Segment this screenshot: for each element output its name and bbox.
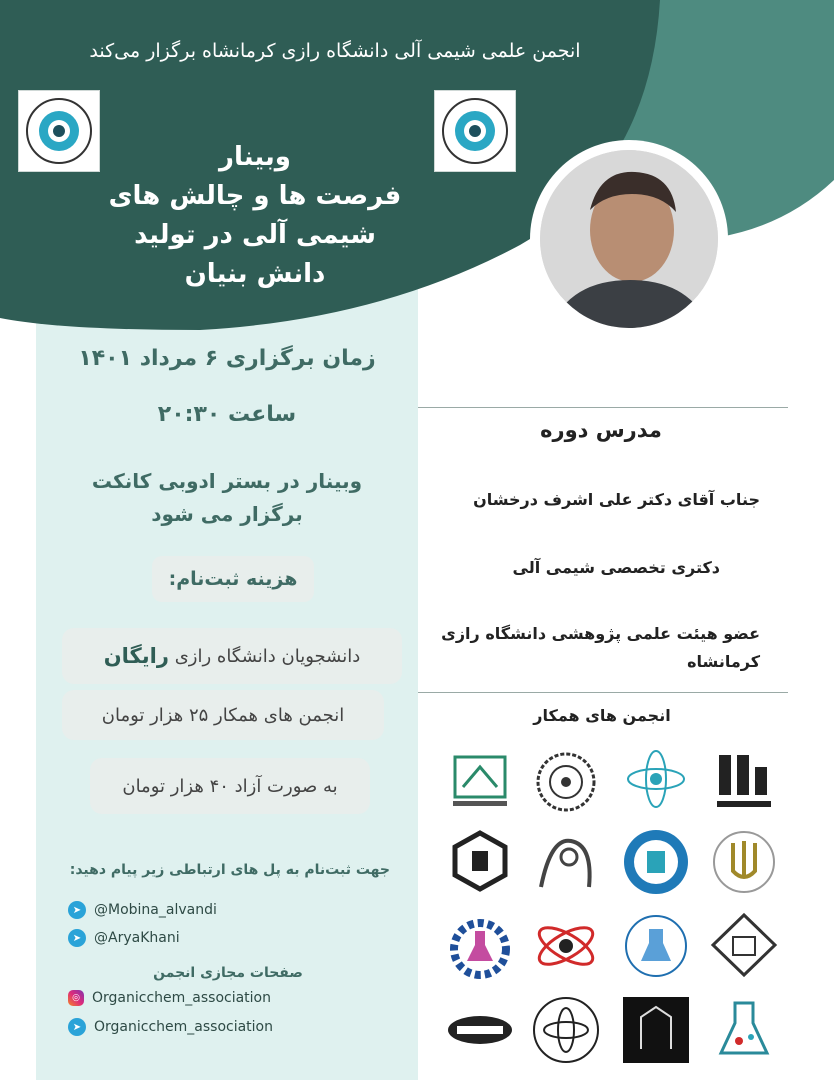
fee-students-value: رایگان bbox=[103, 644, 169, 668]
partner-logo-2 bbox=[530, 746, 602, 818]
telegram-channel-text[interactable]: Organicchem_association bbox=[94, 1019, 273, 1035]
telegram-icon: ➤ bbox=[68, 929, 86, 947]
association-logo-right bbox=[434, 90, 516, 172]
organic-chemistry-association-logo-icon bbox=[23, 95, 95, 167]
platform-line-1: وبینار در بستر ادوبی کانکت bbox=[91, 469, 363, 493]
partner-logo-15 bbox=[620, 994, 692, 1066]
title-line-2: فرصت ها و چالش های bbox=[108, 181, 402, 211]
event-time: ساعت ۲۰:۳۰ bbox=[157, 402, 297, 427]
instructor-photo bbox=[540, 150, 718, 328]
organizer-line: انجمن علمی شیمی آلی دانشگاه رازی کرمانشاه برگزار می‌کند bbox=[89, 40, 581, 62]
handle-2-text[interactable]: @AryaKhani bbox=[94, 930, 180, 946]
event-platform bbox=[40, 465, 414, 531]
telegram-icon: ➤ bbox=[68, 901, 86, 919]
platform-line-2: برگزار می شود bbox=[151, 502, 303, 526]
fee-partners: انجمن های همکار ۲۵ هزار تومان bbox=[62, 690, 384, 740]
instructor-degree: دکتری تخصصی شیمی آلی bbox=[512, 558, 720, 577]
organic-chemistry-association-logo-icon bbox=[439, 95, 511, 167]
instructor-name: جناب آقای دکتر علی اشرف درخشان bbox=[473, 490, 760, 509]
title-line-3: شیمی آلی در تولید bbox=[134, 220, 376, 250]
partner-logo-11 bbox=[620, 910, 692, 982]
fee-heading: هزینه ثبت‌نام: bbox=[152, 556, 314, 602]
divider-top bbox=[418, 407, 788, 408]
fee-free: به صورت آزاد ۴۰ هزار تومان bbox=[90, 758, 370, 814]
partner-logo-13 bbox=[444, 994, 516, 1066]
handle-1-text[interactable]: @Mobina_alvandi bbox=[94, 902, 217, 918]
association-logo-left bbox=[18, 90, 100, 172]
webinar-title bbox=[90, 138, 420, 294]
partner-logo-1 bbox=[444, 746, 516, 818]
instagram-text[interactable]: Organicchem_association bbox=[92, 990, 271, 1006]
partner-logo-12 bbox=[708, 910, 780, 982]
contact-heading: جهت ثبت‌نام به پل های ارتباطی زیر پیام دهید: bbox=[69, 862, 390, 878]
event-date: زمان برگزاری ۶ مرداد ۱۴۰۱ bbox=[78, 346, 376, 371]
partner-logo-3 bbox=[620, 746, 692, 818]
contact-handle-2[interactable] bbox=[68, 929, 180, 947]
partner-logo-14 bbox=[530, 994, 602, 1066]
instructor-heading: مدرس دوره bbox=[540, 418, 662, 442]
partner-logo-4 bbox=[708, 746, 780, 818]
title-line-1: وبینار bbox=[219, 142, 291, 172]
telegram-icon: ➤ bbox=[68, 1018, 86, 1036]
social-heading: صفحات مجازی انجمن bbox=[153, 965, 303, 981]
partner-logo-5 bbox=[444, 826, 516, 898]
fee-students bbox=[62, 628, 402, 684]
instagram-link[interactable] bbox=[68, 990, 271, 1006]
partner-logo-6 bbox=[530, 826, 602, 898]
title-line-4: دانش بنیان bbox=[184, 259, 326, 289]
fee-students-label: دانشجویان دانشگاه رازی bbox=[174, 645, 361, 667]
partners-heading: انجمن های همکار bbox=[533, 706, 671, 725]
instagram-icon: ◎ bbox=[68, 990, 84, 1006]
instructor-position: عضو هیئت علمی پژوهشی دانشگاه رازی کرمانشاه bbox=[441, 624, 760, 671]
partner-logo-8 bbox=[708, 826, 780, 898]
divider-bottom bbox=[418, 692, 788, 693]
partner-logo-16 bbox=[708, 994, 780, 1066]
partner-logo-7 bbox=[620, 826, 692, 898]
partner-logo-9 bbox=[444, 910, 516, 982]
partner-logo-10 bbox=[530, 910, 602, 982]
telegram-channel-link[interactable] bbox=[68, 1018, 273, 1036]
contact-handle-1[interactable] bbox=[68, 901, 217, 919]
